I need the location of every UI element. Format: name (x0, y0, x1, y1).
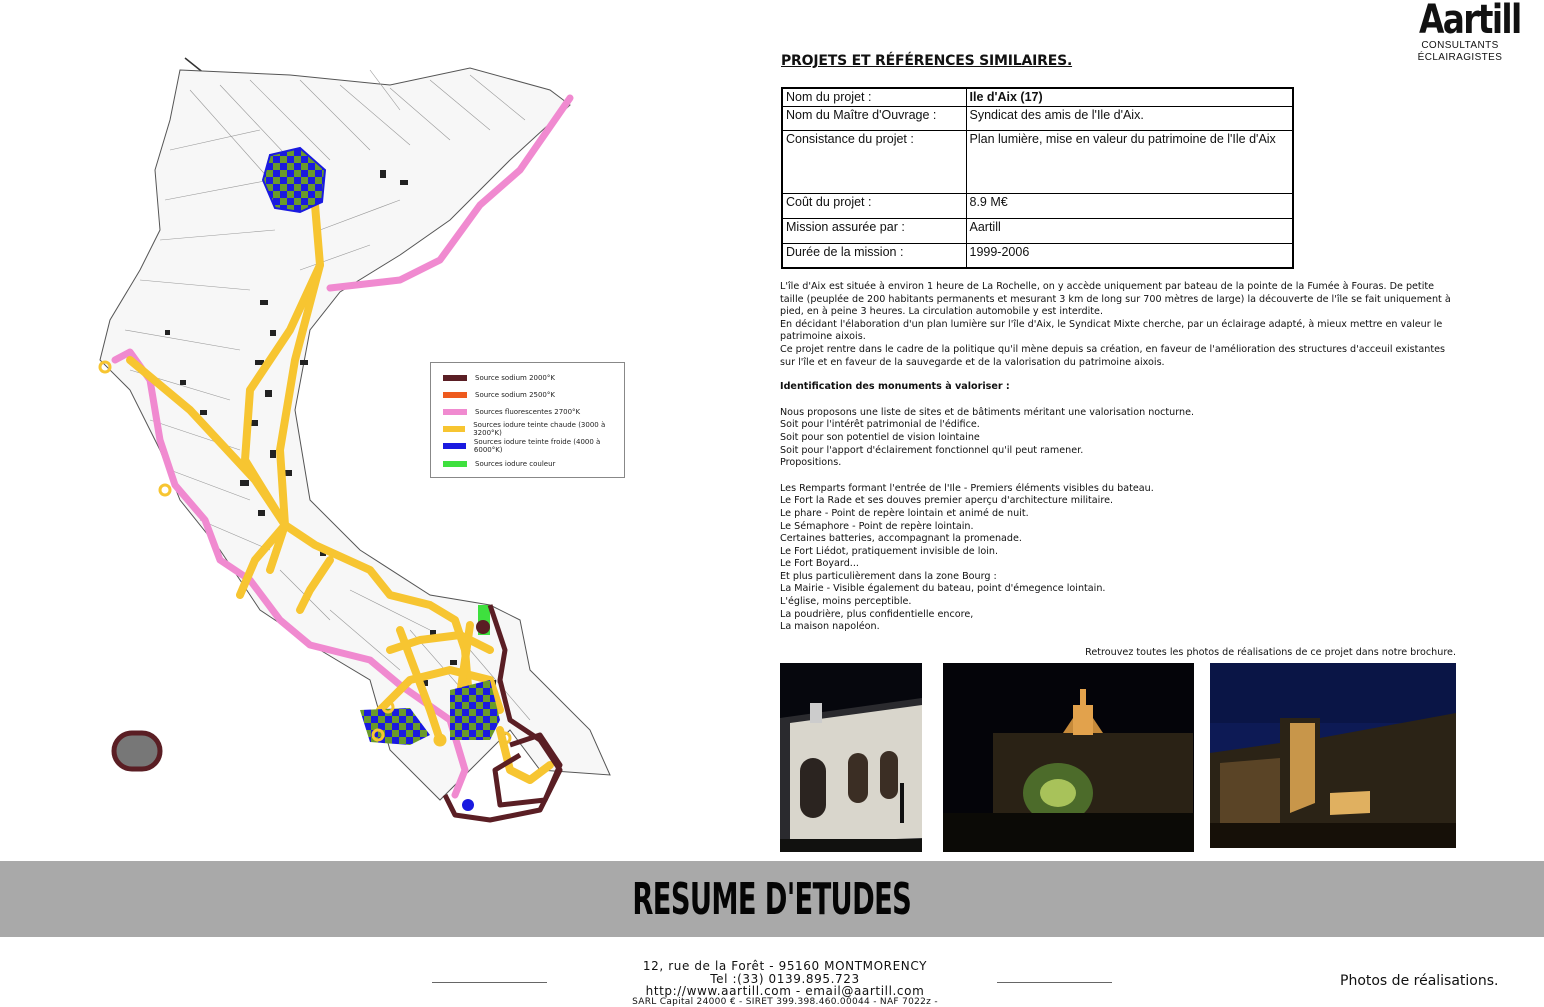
legend-swatch (443, 392, 467, 398)
monument-item: Le Fort Boyard... (780, 558, 859, 570)
intro-paragraph: L'île d'Aix est située à environ 1 heure de La Rochelle, on y accède uniquement par bateau de la pointe de la Fumée à Fouras. De petite taille (peuplée de 200 habitants permanents et mesurant 3 km de long sur 700 mètres de large) la découverte de l'île se fait uniquement à pied, en à peine 3 heures. La circulation automobile y est interdite. (780, 281, 1451, 318)
table-row (782, 106, 1293, 130)
photo-mairie-image (780, 663, 922, 852)
spacer (780, 470, 1460, 483)
table-row (782, 243, 1293, 268)
criteria-line: Soit pour l'intérêt patrimonial de l'édifice. (780, 419, 980, 431)
monument-item: L'église, moins perceptible. (780, 596, 912, 608)
footer-address: 12, rue de la Forêt - 95160 MONTMORENCY (642, 959, 928, 973)
logo-line2: ÉCLAIRAGISTES (1417, 52, 1503, 63)
row-label: Consistance du projet : (782, 130, 966, 193)
logo-name: Aartill (1419, 0, 1521, 43)
row-value: 8.9 M€ (966, 193, 1293, 218)
footer-divider-right (997, 982, 1112, 983)
criteria-line: Soit pour son potentiel de vision lointaine (780, 431, 980, 443)
photo-remparts (1210, 663, 1456, 848)
lighting-plan-map (70, 30, 630, 840)
legend-swatch (443, 375, 467, 381)
legend-item-1 (443, 386, 624, 403)
company-footer (560, 960, 1010, 1007)
cold-iodide-point (462, 799, 474, 811)
table-row (782, 88, 1293, 106)
table-row (782, 130, 1293, 193)
footer-tel: Tel :(33) 0139.895.723 (710, 971, 860, 986)
monument-item: La poudrière, plus confidentielle encore, (780, 608, 974, 620)
brochure-note: Retrouvez toutes les photos de réalisations de ce projet dans notre brochure. (1085, 647, 1456, 658)
legend-swatch (443, 426, 465, 432)
row-value: Syndicat des amis de l'Ile d'Aix. (966, 106, 1293, 130)
legend-label: Sources iodure teinte froide (4000 à 6000°K) (473, 438, 601, 455)
project-table (781, 87, 1294, 269)
row-value: Plan lumière, mise en valeur du patrimoine de l'Ile d'Aix (966, 130, 1293, 193)
photo-eglise-image (943, 663, 1194, 852)
monument-item: Et plus particulièrement dans la zone Bourg : (780, 570, 997, 582)
monument-item: Le phare - Point de repère lointain et animé de nuit. (780, 507, 1029, 519)
table-row (782, 193, 1293, 218)
legend-item-3 (443, 421, 624, 438)
legend-item-2 (443, 403, 624, 420)
small-islet (114, 733, 160, 769)
row-label: Nom du Maître d'Ouvrage : (782, 106, 966, 130)
criteria-line: Soit pour l'apport d'éclairement fonctionnel qu'il peut ramener. (780, 444, 1084, 456)
footer-web[interactable]: http://www.aartill.com - email@aartill.com (645, 984, 925, 998)
row-value: Aartill (966, 218, 1293, 243)
legend-item-4 (443, 438, 624, 455)
monument-item: Le Sémaphore - Point de repère lointain. (780, 520, 974, 532)
monument-item: La Mairie - Visible également du bateau, point d'émegence lointain. (780, 583, 1106, 595)
legend-item-0 (443, 369, 624, 386)
legend-swatch (443, 409, 467, 415)
footer-divider-left (432, 982, 547, 983)
legend-label: Sources fluorescentes 2700°K (475, 407, 581, 416)
logo-line1: CONSULTANTS (1421, 40, 1499, 51)
criteria-line: Propositions. (780, 457, 842, 469)
footer-legal: SARL Capital 24000 € - SIRET 399.398.460.00044 - NAF 7022z - (632, 996, 938, 1007)
photos-label: Photos de réalisations. (1340, 973, 1499, 989)
map-legend (430, 362, 625, 478)
section-title: PROJETS ET RÉFÉRENCES SIMILAIRES. (781, 53, 1073, 69)
banner-title: RESUME D'ETUDES (632, 873, 912, 925)
legend-label: Source sodium 2000°K (475, 373, 555, 382)
photo-remparts-image (1210, 663, 1456, 848)
row-label: Mission assurée par : (782, 218, 966, 243)
monument-item: Le Fort Liédot, pratiquement invisible de loin. (780, 545, 999, 557)
table-row (782, 218, 1293, 243)
row-label: Coût du projet : (782, 193, 966, 218)
monuments-heading: Identification des monuments à valoriser : (780, 381, 1010, 393)
row-value: Ile d'Aix (17) (966, 88, 1293, 106)
legend-label: Sources iodure couleur (475, 459, 556, 468)
row-label: Nom du projet : (782, 88, 966, 106)
legend-swatch (443, 443, 466, 449)
intro-paragraph: Ce projet rentre dans le cadre de la politique qu'il mène depuis sa création, en faveur de l'amélioration des structures d'acceuil existantes sur l'île et en faveur de la sauvegarde et de la valorisation du patrimoine aixois. (780, 343, 1446, 368)
row-label: Durée de la mission : (782, 243, 966, 268)
monument-item: La maison napoléon. (780, 621, 880, 633)
company-logo (1410, 0, 1521, 64)
legend-swatch (443, 461, 467, 467)
monument-item: Le Fort la Rade et ses douves premier aperçu d'architecture militaire. (780, 495, 1114, 507)
criteria-line: Nous proposons une liste de sites et de bâtiments méritant une valorisation nocturne. (780, 406, 1195, 418)
photo-eglise (943, 663, 1194, 852)
legend-item-5 (443, 455, 624, 472)
legend-label: Source sodium 2500°K (475, 390, 555, 399)
monument-item: Les Remparts formant l'entrée de l'Ile - Premiers éléments visibles du bateau. (780, 482, 1154, 494)
intro-paragraph: En décidant l'élaboration d'un plan lumière sur l'île d'Aix, le Syndicat Mixte cherche, par un éclairage adapté, à mieux mettre en valeur le patrimoine aixois. (780, 318, 1443, 343)
study-summary-banner (0, 861, 1544, 937)
photo-mairie (780, 663, 922, 852)
row-value: 1999-2006 (966, 243, 1293, 268)
sodium-point (476, 620, 490, 634)
project-description (780, 281, 1460, 634)
legend-label: Sources iodure teinte chaude (3000 à 3200°K) (473, 421, 606, 438)
monument-item: Certaines batteries, accompagnant la promenade. (780, 533, 1022, 545)
